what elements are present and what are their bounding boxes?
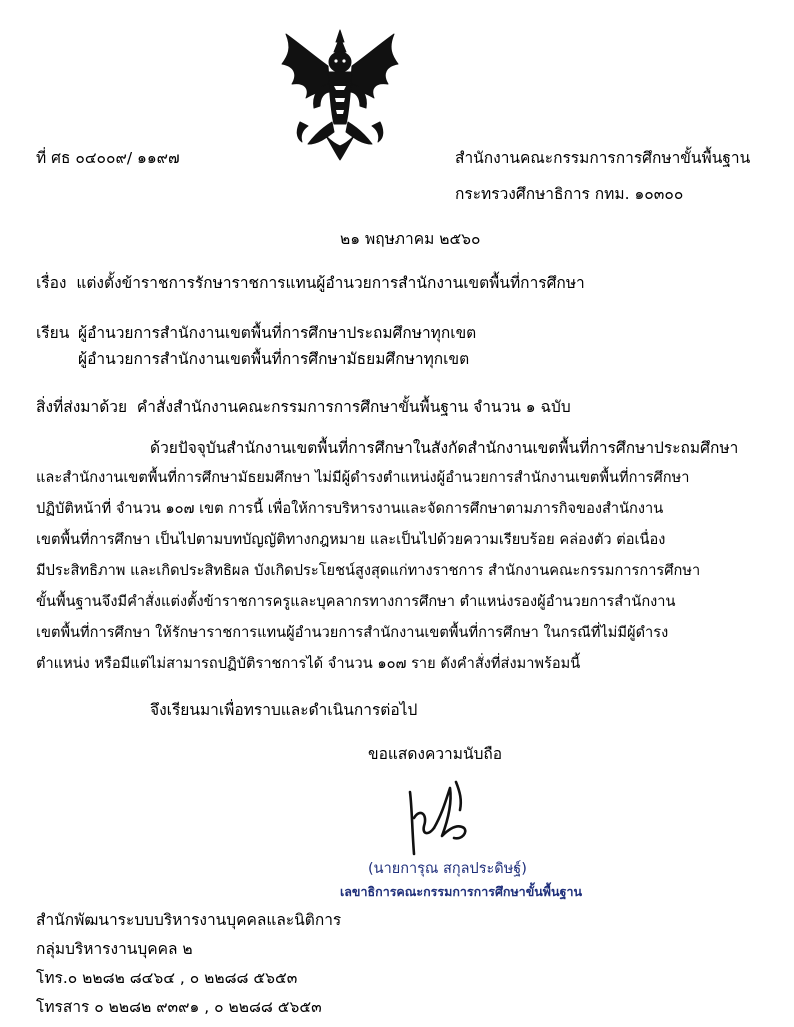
- body-line: และสำนักงานเขตพื้นที่การศึกษามัธยมศึกษา ไม่มีผู้ดำรงตำแหน่งผู้อำนวยการสำนักงานเขตพื้นที่การศึกษา: [36, 469, 690, 486]
- body-line: ตำแหน่ง หรือมีแต่ไม่สามารถปฏิบัติราชการได้ จำนวน ๑๐๗ ราย ดังคำสั่งที่ส่งมาพร้อมนี้: [36, 655, 581, 672]
- attachment-label: สิ่งที่ส่งมาด้วย: [36, 398, 128, 416]
- footer-phone: โทร.๐ ๒๒๘๒ ๘๔๖๔ , ๐ ๒๒๘๘ ๕๖๕๓: [36, 969, 298, 987]
- recipient-line2: ผู้อำนวยการสำนักงานเขตพื้นที่การศึกษามัธยมศึกษาทุกเขต: [78, 350, 470, 368]
- document-number: ที่ ศธ ๐๔๐๐๙/ ๑๑๙๗: [36, 149, 180, 167]
- garuda-emblem-icon: [278, 26, 402, 164]
- handwritten-signature: [398, 778, 476, 858]
- issuing-office-line2: กระทรวงศึกษาธิการ กทม. ๑๐๓๐๐: [455, 185, 684, 203]
- body-line: ขั้นพื้นฐานจึงมีคำสั่งแต่งตั้งข้าราชการครูและบุคลากรทางการศึกษา ตำแหน่งรองผู้อำนวยการสำนักงาน: [36, 593, 676, 610]
- recipient-label: เรียน: [36, 324, 70, 342]
- subject-label: เรื่อง: [36, 274, 67, 292]
- body-line: มีประสิทธิภาพ และเกิดประสิทธิผล บังเกิดประโยชน์สูงสุดแก่ทางราชการ สำนักงานคณะกรรมการการศึกษา: [36, 562, 701, 579]
- document-date: ๒๑ พฤษภาคม ๒๕๖๐: [340, 230, 481, 248]
- footer-department: สำนักพัฒนาระบบบริหารงานบุคคลและนิติการ: [36, 911, 342, 929]
- issuing-office-line1: สำนักงานคณะกรรมการการศึกษาขั้นพื้นฐาน: [455, 149, 751, 167]
- body-line: ด้วยปัจจุบันสำนักงานเขตพื้นที่การศึกษาในสังกัดสำนักงานเขตพื้นที่การศึกษาประถมศึกษา: [150, 439, 739, 457]
- signer-name: (นายการุณ สกุลประดิษฐ์): [368, 861, 527, 877]
- attachment-line: [36, 394, 571, 419]
- subject-text: แต่งตั้งข้าราชการรักษาราชการแทนผู้อำนวยการสำนักงานเขตพื้นที่การศึกษา: [76, 274, 585, 292]
- attachment-text: คำสั่งสำนักงานคณะกรรมการการศึกษาขั้นพื้นฐาน จำนวน ๑ ฉบับ: [136, 398, 571, 416]
- body-line: ปฏิบัติหน้าที่ จำนวน ๑๐๗ เขต การนี้ เพื่อให้การบริหารงานและจัดการศึกษาตามภารกิจของสำนักงาน: [36, 500, 664, 517]
- signer-title: เลขาธิการคณะกรรมการการศึกษาขั้นพื้นฐาน: [340, 884, 583, 899]
- subject-line: [36, 270, 585, 295]
- body-line: เขตพื้นที่การศึกษา ให้รักษาราชการแทนผู้อำนวยการสำนักงานเขตพื้นที่การศึกษา ในกรณีที่ไม่มีผู้ดำรง: [36, 624, 669, 641]
- footer-group: กลุ่มบริหารงานบุคคล ๒: [36, 940, 193, 958]
- closing-request: จึงเรียนมาเพื่อทราบและดำเนินการต่อไป: [150, 701, 418, 719]
- recipient-line1: ผู้อำนวยการสำนักงานเขตพื้นที่การศึกษาประถมศึกษาทุกเขต: [78, 324, 477, 342]
- body-line: เขตพื้นที่การศึกษา เป็นไปตามบทบัญญัติทางกฎหมาย และเป็นไปด้วยความเรียบร้อย คล่องตัว ต่อเนื่อง: [36, 531, 666, 548]
- footer-fax: โทรสาร ๐ ๒๒๘๒ ๙๓๙๑ , ๐ ๒๒๘๘ ๕๖๕๓: [36, 998, 322, 1016]
- closing-regards: ขอแสดงความนับถือ: [368, 745, 503, 763]
